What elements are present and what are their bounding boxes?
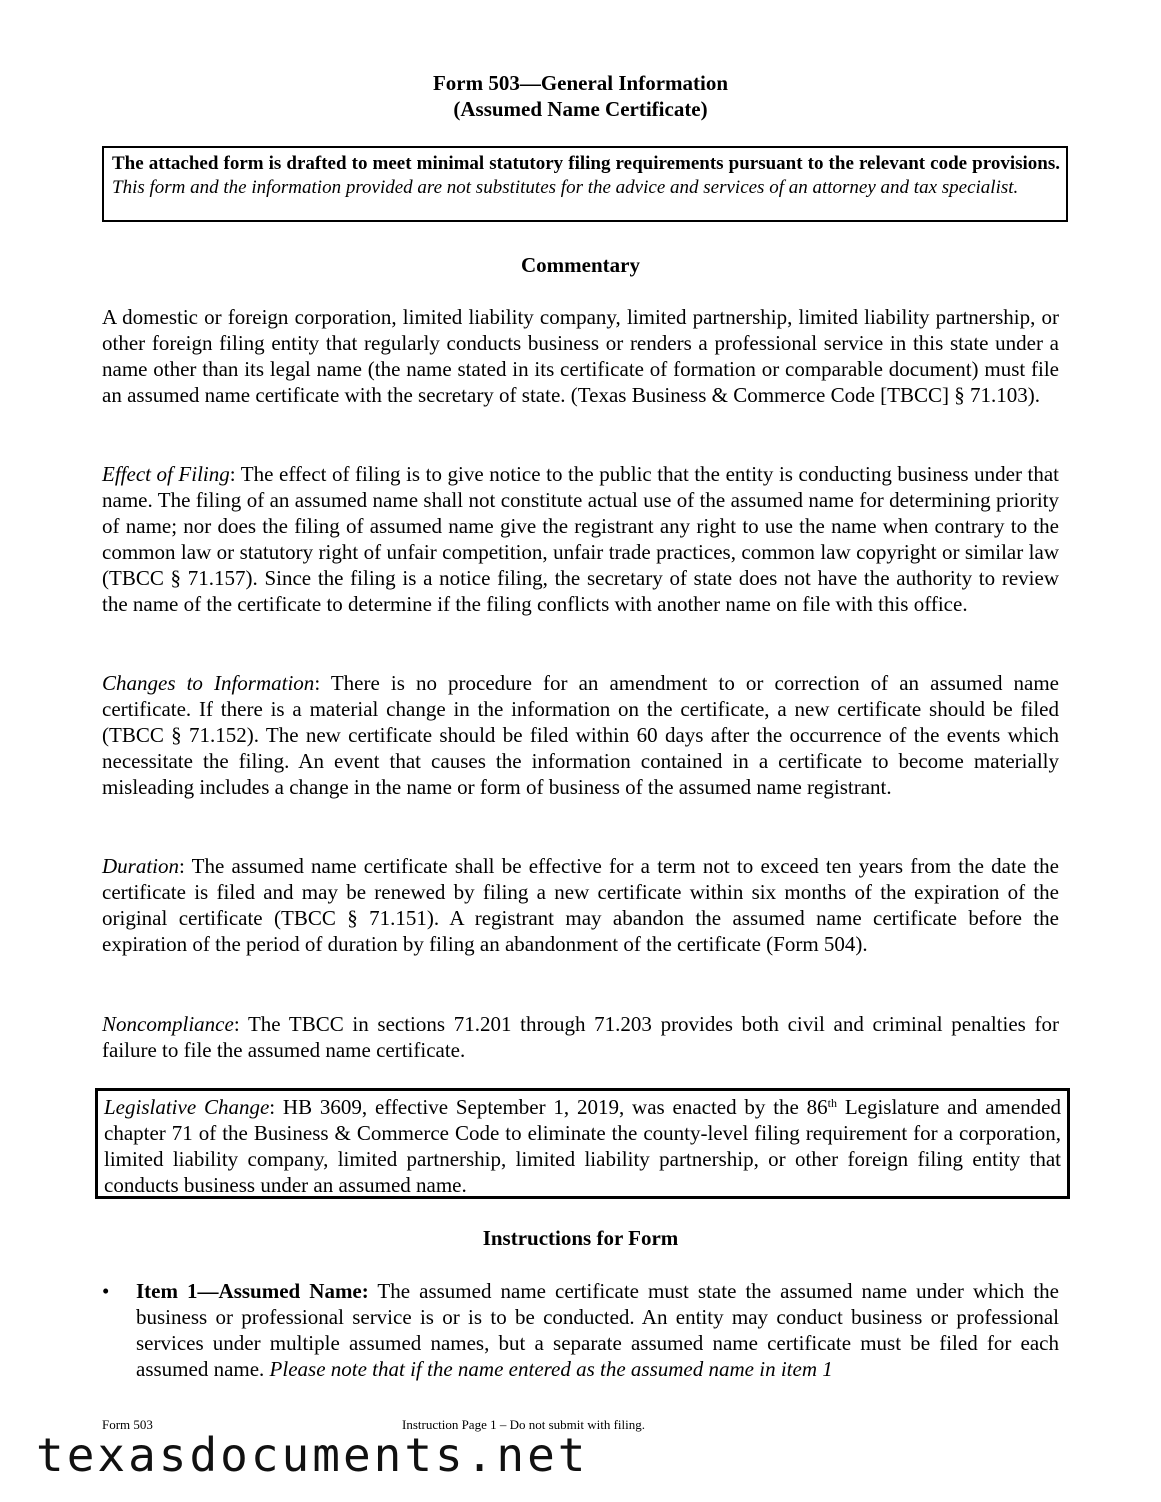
site-watermark: texasdocuments.net bbox=[36, 1428, 589, 1482]
footer-page-note: Instruction Page 1 – Do not submit with filing. bbox=[402, 1417, 646, 1432]
duration-text: : The assumed name certificate shall be effective for a term not to exceed ten years from the date the certificate is filed and may be renewed by filing a new certificate within six months of the expiration of the original certificate (TBCC § 71.151). A registrant may abandon the assumed name certificate before the expiration of the period of duration by filing an abandonment of the certificate (Form 504). bbox=[102, 854, 1059, 956]
legislative-change-box bbox=[95, 1088, 1070, 1199]
legislative-change-text-2: Legislature and amended chapter 71 of the Business & Commerce Code to eliminate the county-level filing requirement for a corporation, limited liability company, limited partnership, limited liability partnership, or other foreign filing entity that conducts business under an assumed name. bbox=[104, 1095, 1061, 1197]
ordinal-suffix: th bbox=[827, 1096, 838, 1110]
effect-of-filing-text: : The effect of filing is to give notice to the public that the entity is conducting business under that name. The filing of an assumed name shall not constitute actual use of the assumed name for determining priority of name; nor does the filing of assumed name give the registrant any right to use the name when contrary to the common law or statutory right of unfair competition, unfair trade practices, common law copyright or similar law (TBCC § 71.157). Since the filing is a notice filing, the secretary of state does not have the authority to review the name of the certificate to determine if the filing conflicts with another name on file with this office. bbox=[102, 462, 1059, 616]
item1-italic-note: Please note that if the name entered as the assumed name in item 1 bbox=[269, 1357, 833, 1381]
disclaimer-box bbox=[102, 146, 1068, 222]
effect-of-filing-label: Effect of Filing bbox=[102, 462, 230, 486]
noncompliance-label: Noncompliance bbox=[102, 1012, 234, 1036]
form-subtitle: (Assumed Name Certificate) bbox=[453, 97, 708, 121]
form-title: Form 503—General Information bbox=[432, 71, 729, 95]
item1-text: The assumed name certificate must state the assumed name under which the business or professional service is or is to be conducted. An entity may conduct business or professional services under multiple assumed names, but a separate assumed name certificate must be filed for each assumed name. bbox=[136, 1279, 1059, 1381]
commentary-heading: Commentary bbox=[521, 253, 640, 277]
bullet-icon: • bbox=[102, 1279, 110, 1303]
instructions-heading: Instructions for Form bbox=[482, 1226, 679, 1250]
legislative-change-text-1: : HB 3609, effective September 1, 2019, was enacted by the 86 bbox=[269, 1095, 828, 1119]
duration-label: Duration bbox=[102, 854, 180, 878]
item1-label: Item 1—Assumed Name: bbox=[136, 1279, 369, 1303]
legislative-change-label: Legislative Change bbox=[104, 1095, 270, 1119]
commentary-intro: A domestic or foreign corporation, limited liability company, limited partnership, limited liability partnership, or other foreign filing entity that regularly conducts business or renders a professional service in this state under a name other than its legal name (the name stated in its certificate of formation or comparable document) must file an assumed name certificate with the secretary of state. (Texas Business & Commerce Code [TBCC] § 71.103). bbox=[102, 305, 1059, 407]
disclaimer-bold: The attached form is drafted to meet minimal statutory filing requirements pursuant to the relevant code provisions. bbox=[112, 153, 1060, 174]
effect-of-filing-paragraph bbox=[102, 461, 1059, 617]
changes-label: Changes to Information bbox=[102, 671, 315, 695]
duration-paragraph bbox=[102, 853, 1059, 957]
changes-text: : There is no procedure for an amendment to or correction of an assumed name certificate. If there is a material change in the information on the certificate, a new certificate should be filed (TBCC § 71.152). The new certificate should be filed within 60 days after the occurrence of the events which necessitate the filing. An event that causes the information contained in a certificate to become materially misleading includes a change in the name or form of business of the assumed name registrant. bbox=[102, 671, 1059, 799]
footer-form-label: Form 503 bbox=[102, 1417, 153, 1432]
changes-paragraph bbox=[102, 670, 1059, 800]
noncompliance-paragraph bbox=[102, 1011, 1059, 1063]
disclaimer-italic: This form and the information provided are not substitutes for the advice and services of an attorney and tax specialist. bbox=[112, 177, 1019, 198]
noncompliance-text: : The TBCC in sections 71.201 through 71.203 provides both civil and criminal penalties for failure to file the assumed name certificate. bbox=[102, 1012, 1059, 1062]
item1-text-block bbox=[136, 1278, 1059, 1382]
